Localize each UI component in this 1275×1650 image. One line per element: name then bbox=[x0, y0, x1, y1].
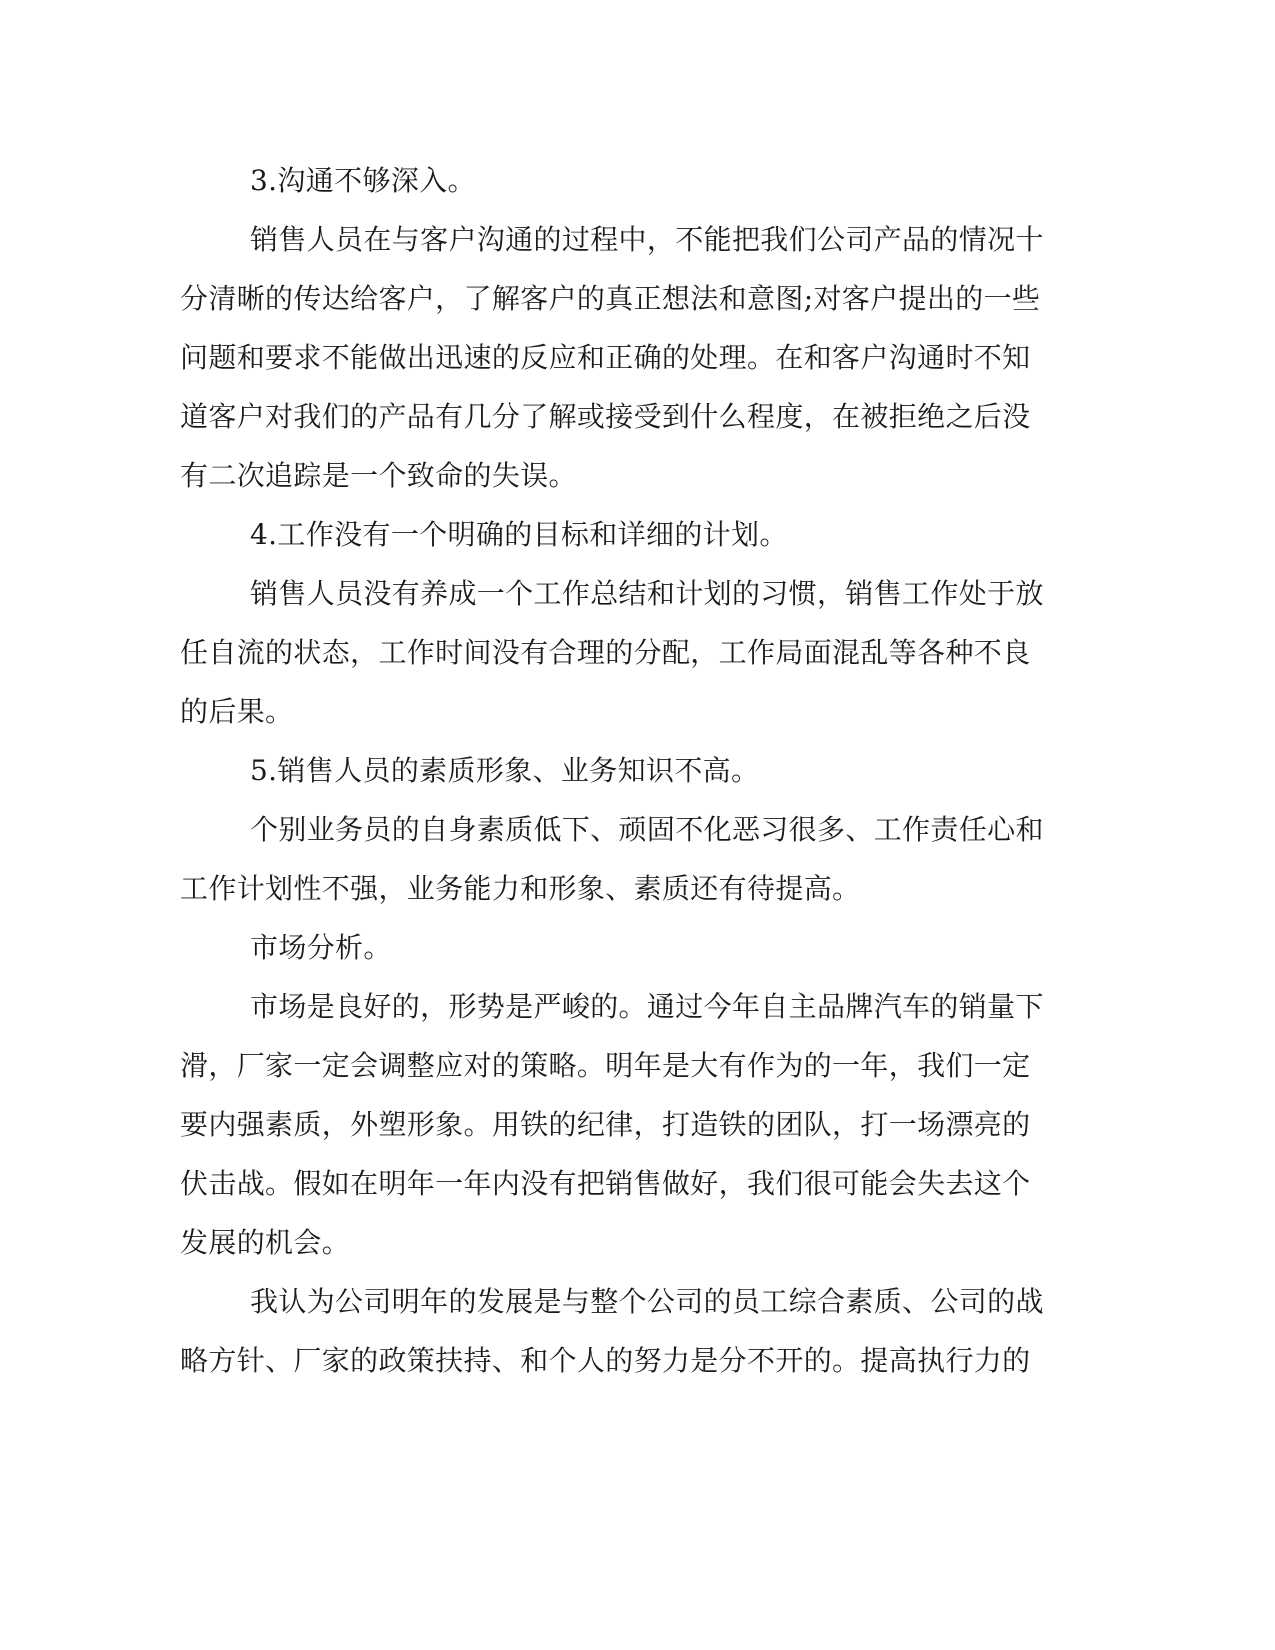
paragraph-line: 要内强素质，外塑形象。用铁的纪律，打造铁的团队，打一场漂亮的 bbox=[180, 1108, 1031, 1141]
section-heading-communication: 3.沟通不够深入。 bbox=[250, 164, 476, 197]
paragraph-line: 销售人员没有养成一个工作总结和计划的习惯，销售工作处于放 bbox=[250, 577, 1044, 610]
paragraph-line: 个别业务员的自身素质低下、顽固不化恶习很多、工作责任心和 bbox=[250, 813, 1044, 846]
paragraph-line: 有二次追踪是一个致命的失误。 bbox=[180, 459, 577, 492]
paragraph-line: 问题和要求不能做出迅速的反应和正确的处理。在和客户沟通时不知 bbox=[180, 341, 1031, 374]
paragraph-line: 分清晰的传达给客户，了解客户的真正想法和意图;对客户提出的一些 bbox=[180, 282, 1041, 315]
paragraph-line: 伏击战。假如在明年一年内没有把销售做好，我们很可能会失去这个 bbox=[180, 1167, 1031, 1200]
section-heading-quality: 5.销售人员的素质形象、业务知识不高。 bbox=[250, 754, 760, 787]
section-heading-market: 市场分析。 bbox=[250, 931, 392, 964]
paragraph-line: 滑，厂家一定会调整应对的策略。明年是大有作为的一年，我们一定 bbox=[180, 1049, 1031, 1082]
paragraph-line: 略方针、厂家的政策扶持、和个人的努力是分不开的。提高执行力的 bbox=[180, 1344, 1031, 1377]
paragraph-line: 销售人员在与客户沟通的过程中，不能把我们公司产品的情况十 bbox=[250, 223, 1044, 256]
paragraph-line: 工作计划性不强，业务能力和形象、素质还有待提高。 bbox=[180, 872, 861, 905]
paragraph-line: 任自流的状态，工作时间没有合理的分配，工作局面混乱等各种不良 bbox=[180, 636, 1031, 669]
section-heading-goals: 4.工作没有一个明确的目标和详细的计划。 bbox=[250, 518, 788, 551]
paragraph-line: 道客户对我们的产品有几分了解或接受到什么程度，在被拒绝之后没 bbox=[180, 400, 1031, 433]
paragraph-line: 发展的机会。 bbox=[180, 1226, 351, 1259]
paragraph-line: 的后果。 bbox=[180, 695, 294, 728]
paragraph-line: 我认为公司明年的发展是与整个公司的员工综合素质、公司的战 bbox=[250, 1285, 1044, 1318]
paragraph-line: 市场是良好的，形势是严峻的。通过今年自主品牌汽车的销量下 bbox=[250, 990, 1044, 1023]
